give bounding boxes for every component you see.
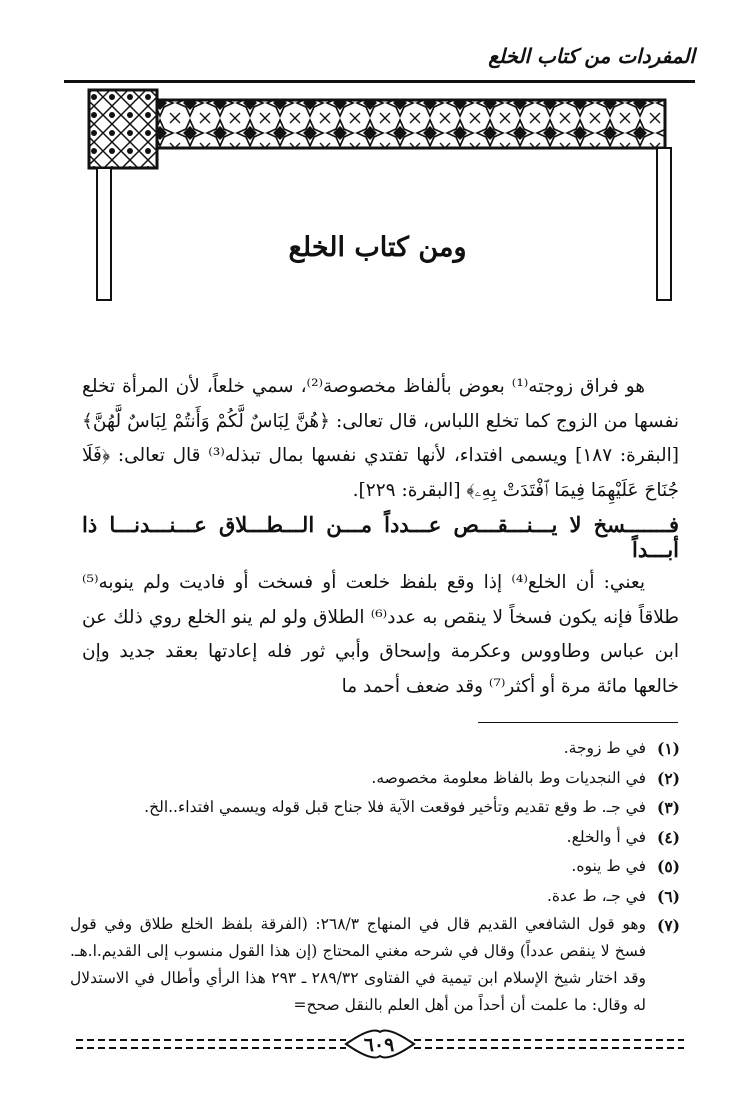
footnote-number: (٥) [656, 857, 680, 876]
footnote [70, 852, 680, 882]
footnote [70, 823, 680, 853]
footnote-number: (٢) [656, 768, 680, 788]
footnote-text: في جـ. ط وقع تقديم وتأخير فوقعت الآية فلا جناح قبل قوله ويسمي افتداء..الخ. [144, 798, 646, 816]
footnote-text: في النجديات وط بالفاظ معلومة مخصوصه. [371, 768, 646, 787]
footnote-number: (١) [656, 739, 680, 758]
footnote-separator [478, 722, 678, 723]
ornamental-frame [85, 88, 677, 303]
footnote-text: في جـ، ط عدة. [546, 886, 646, 905]
footnote [70, 734, 680, 764]
footnotes [70, 734, 680, 1019]
footnote [70, 793, 680, 823]
footnote-text: وهو قول الشافعي القديم قال في المنهاج ٢٦٨/٣: (الفرقة بلفظ الخلع طلاق وفي قول فسخ لا ينقص عدداً) وقال في شرحه مغني المحتاج (إن هذا القول منسوب إلى القديم.ا.هـ. وقد اختار شيخ الإسلام ابن تيمية في الفتاوى ٢٨٩/٣٢ ـ ٢٩٣ هذا الرأي وأطال في الاستدلال له وقال: ما علمت أن أحداً من أهل العلم بالنقل صحح= [70, 915, 646, 1014]
body-paragraph-definition: هو فراق زوجته⁽¹⁾ بعوض بألفاظ مخصوصة⁽²⁾، سمي خلعاً، لأن المرأة تخلع نفسها من الزوج كما تخلع اللباس، قال تعالى: ﴿هُنَّ لِبَاسٌ لَّكُمْ وَأَنتُمْ لِبَاسٌ لَّهُنَّ﴾ [البقرة: ١٨٧] ويسمى افتداء، لأنها تفتدي نفسها بمال تبذله⁽³⁾ قال تعالى: ﴿فَلَا جُنَاحَ عَلَيْهِمَا فِيمَا ٱفْتَدَتْ بِهِۦ﴾ [البقرة: ٢٢٩]. [82, 376, 679, 501]
footnote-number: (٣) [656, 798, 680, 817]
footnote-text: في ط ينوه. [571, 857, 646, 875]
footnote-number: (٦) [656, 886, 680, 906]
page-number: ٦٠٩ [363, 1034, 395, 1056]
body-paragraph-explanation: يعني: أن الخلع⁽⁴⁾ إذا وقع بلفظ خلعت أو فسخت أو فاديت ولم ينوبه⁽⁵⁾ طلاقاً فإنه يكون فسخاً لا ينقص به عدد⁽⁶⁾ الطلاق ولو لم ينو الخلع روي ذلك عن ابن عباس وطاووس وعكرمة وإسحاق وأبي ثور فله إعادتها بعقد جديد وإن خالعها مائة مرة أو أكثر⁽⁷⁾ وقد ضعف أحمد ما [82, 572, 679, 697]
verse-heading: فـــــــسخ لا يـــنـــقـــص عـــدداً مـــن الـــطـــلاق عـــنـــدنـــا ذا أبـــداً [82, 512, 679, 562]
running-header: المفردات من كتاب الخلع [488, 44, 695, 68]
header-rule [64, 80, 695, 83]
footnote [70, 882, 680, 912]
footnote-number: (٤) [656, 827, 680, 847]
footnote-text: في أ والخلع. [566, 827, 646, 846]
footnote [70, 911, 680, 1019]
chapter-title: ومن كتاب الخلع [288, 232, 467, 263]
footnote-number: (٧) [656, 916, 680, 935]
page-footer [72, 1026, 688, 1066]
footnote [70, 764, 680, 794]
footnote-text: في ط زوجة. [563, 739, 646, 757]
